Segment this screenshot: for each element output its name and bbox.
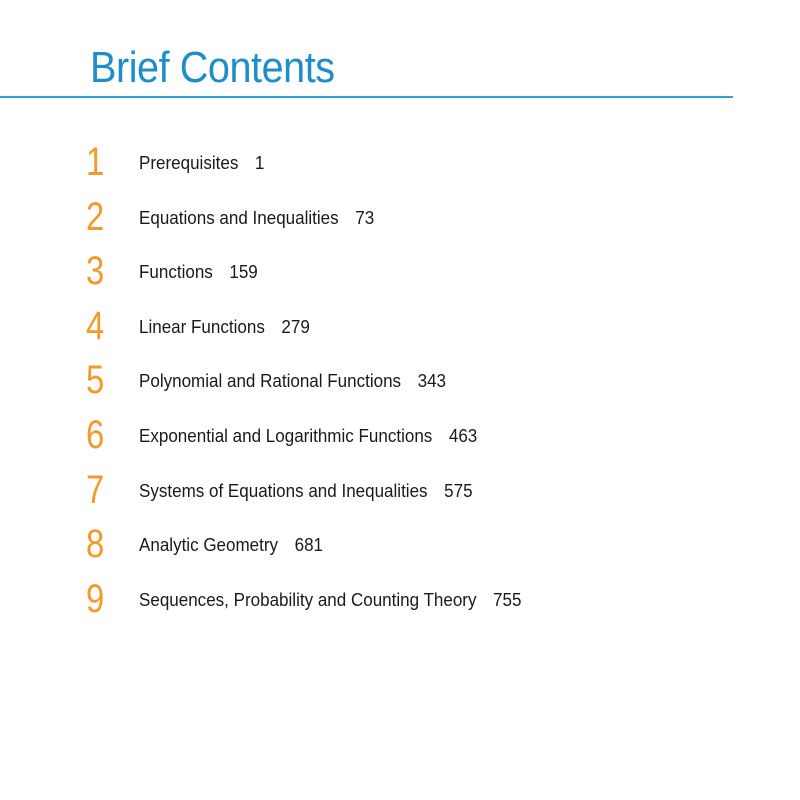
chapter-number: 7 xyxy=(86,467,105,512)
chapter-title[interactable]: Polynomial and Rational Functions xyxy=(139,370,402,392)
title-rule xyxy=(0,96,733,98)
chapter-number: 3 xyxy=(86,249,105,294)
toc-entry-9[interactable] xyxy=(0,571,800,626)
chapter-title[interactable]: Functions xyxy=(139,261,213,283)
chapter-line xyxy=(139,480,473,502)
chapter-number: 1 xyxy=(86,140,105,184)
chapter-line xyxy=(139,152,264,174)
chapter-page-number[interactable]: 681 xyxy=(294,534,324,556)
toc-entry-1[interactable] xyxy=(0,134,800,189)
chapter-line xyxy=(139,261,258,283)
chapter-page-number[interactable]: 575 xyxy=(444,479,473,501)
chapter-number: 8 xyxy=(86,522,105,567)
chapter-page-number[interactable]: 73 xyxy=(355,206,375,228)
chapter-line xyxy=(139,316,310,338)
chapter-line xyxy=(139,425,477,447)
toc-entry-4[interactable] xyxy=(0,298,800,353)
toc-entry-6[interactable] xyxy=(0,407,800,462)
chapter-page-number[interactable]: 755 xyxy=(493,588,522,610)
chapter-title[interactable]: Analytic Geometry xyxy=(139,534,279,556)
toc-entry-2[interactable] xyxy=(0,189,800,244)
toc-entry-7[interactable] xyxy=(0,462,800,517)
chapter-number: 6 xyxy=(86,412,105,457)
chapter-page-number[interactable]: 463 xyxy=(448,424,478,446)
chapter-title[interactable]: Sequences, Probability and Counting Theory xyxy=(139,588,477,610)
toc-entry-5[interactable] xyxy=(0,352,800,407)
chapter-page-number[interactable]: 279 xyxy=(281,315,310,337)
toc-entry-3[interactable] xyxy=(0,243,800,298)
chapter-line xyxy=(139,534,323,556)
chapter-page-number[interactable]: 343 xyxy=(417,370,447,392)
chapter-title[interactable]: Systems of Equations and Inequalities xyxy=(139,479,428,501)
chapter-number: 5 xyxy=(86,358,105,403)
table-of-contents xyxy=(0,134,800,625)
chapter-title[interactable]: Equations and Inequalities xyxy=(139,206,339,228)
chapter-number: 4 xyxy=(86,303,105,348)
page-title: Brief Contents xyxy=(90,43,335,92)
chapter-number: 2 xyxy=(86,194,105,239)
chapter-line xyxy=(139,207,374,229)
chapter-page-number[interactable]: 159 xyxy=(229,261,258,283)
chapter-page-number[interactable]: 1 xyxy=(254,152,265,173)
chapter-number: 9 xyxy=(86,576,105,621)
toc-entry-8[interactable] xyxy=(0,516,800,571)
chapter-line xyxy=(139,589,521,611)
chapter-line xyxy=(139,370,446,392)
chapter-title[interactable]: Prerequisites xyxy=(139,152,239,173)
chapter-title[interactable]: Exponential and Logarithmic Functions xyxy=(139,424,433,446)
chapter-title[interactable]: Linear Functions xyxy=(139,315,265,337)
